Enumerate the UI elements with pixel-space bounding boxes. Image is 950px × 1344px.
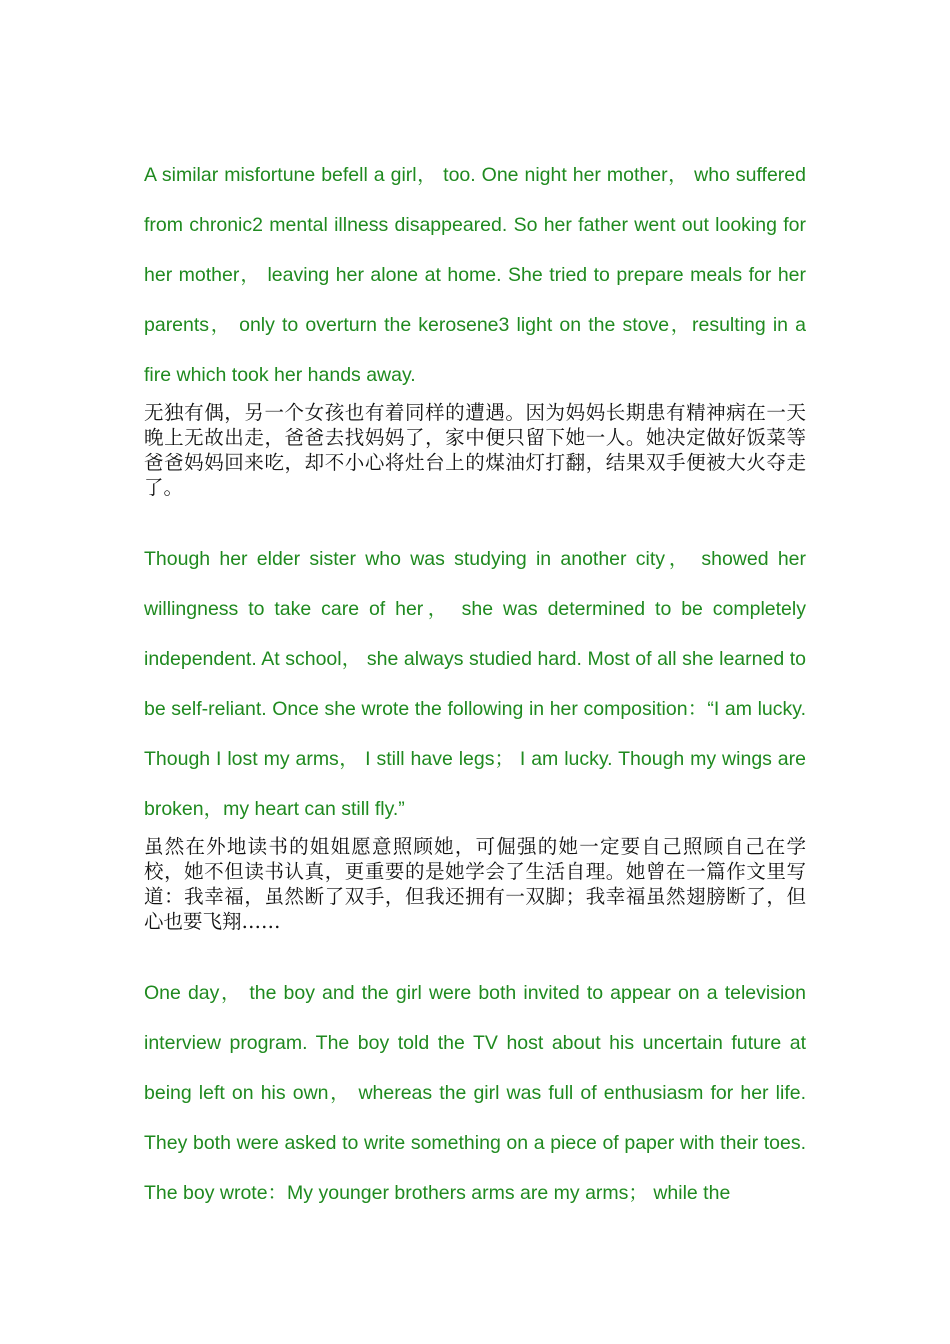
paragraph-spacer bbox=[144, 500, 806, 534]
paragraph-spacer bbox=[144, 934, 806, 968]
english-paragraph-3: One day， the boy and the girl were both invited to appear on a television interview program. The boy told the TV host about his uncertain future at being left on his own， whereas the girl was full of enthusiasm for her life. They both were asked to write something on a piece of paper with their toes. The boy wrote：My younger brothers arms are my arms； while the bbox=[144, 982, 806, 1204]
english-paragraph-1: A similar misfortune befell a girl， too. One night her mother， who suffered from chronic2 mental illness disappeared. So her father went out looking for her mother， leaving her alone at home. She tried to prepare meals for her parents， only to overturn the kerosene3 light on the stove，resulting in a fire which took her hands away. bbox=[144, 164, 806, 386]
chinese-paragraph-1: 无独有偶，另一个女孩也有着同样的遭遇。因为妈妈长期患有精神病在一天晚上无故出走，爸爸去找妈妈了，家中便只留下她一人。她决定做好饭菜等爸爸妈妈回来吃，却不小心将灶台上的煤油灯打翻，结果双手便被大火夺走了。 bbox=[144, 401, 806, 499]
document-body bbox=[144, 150, 806, 1218]
chinese-paragraph-2: 虽然在外地读书的姐姐愿意照顾她，可倔强的她一定要自己照顾自己在学校，她不但读书认真，更重要的是她学会了生活自理。她曾在一篇作文里写道：我幸福，虽然断了双手，但我还拥有一双脚；我幸福虽然翅膀断了，但心也要飞翔…… bbox=[144, 835, 806, 933]
english-paragraph-2: Though her elder sister who was studying in another city， showed her willingness to take care of her， she was determined to be completely independent. At school， she always studied hard. Most of all she learned to be self-reliant. Once she wrote the following in her composition：“I am lucky. Though I lost my arms， I still have legs； I am lucky. Though my wings are broken，my heart can still fly.” bbox=[144, 548, 806, 820]
